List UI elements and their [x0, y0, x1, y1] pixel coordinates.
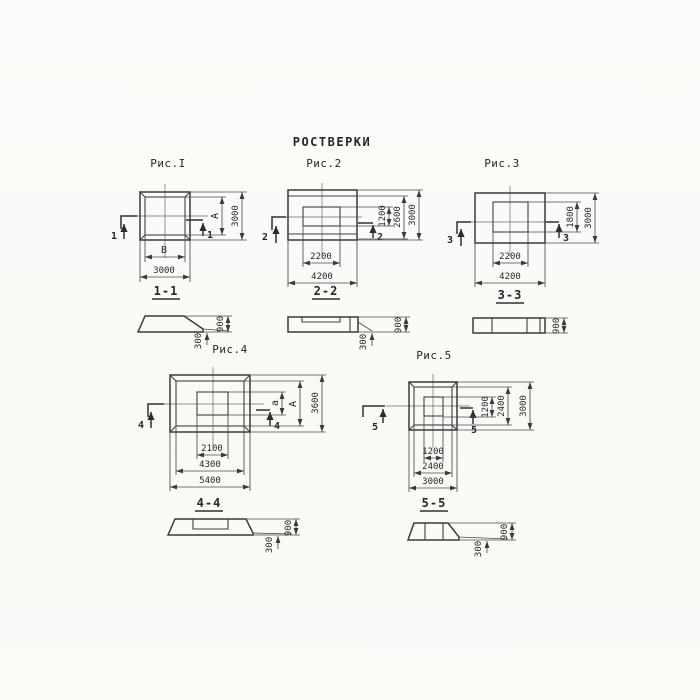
figure-4-cut-marker-right	[256, 410, 280, 432]
dim-2400: 2400	[422, 462, 444, 472]
figure-4-cut-number: 4	[137, 420, 144, 431]
figure-3-section-profile	[473, 318, 545, 333]
dim-A: А	[288, 400, 299, 408]
dim-3000: 3000	[408, 204, 418, 226]
figure-5-section-profile	[408, 523, 459, 540]
section-height: 900	[500, 523, 510, 541]
dim-4200: 4200	[499, 272, 521, 282]
figure-5-section	[408, 523, 516, 557]
figure-3-caption: Рис.3	[484, 157, 520, 170]
figure-2-inner-outline	[303, 207, 340, 226]
figure-5-cut-number: 5	[471, 425, 478, 436]
section-step: 300	[359, 333, 369, 351]
dim-2400: 2400	[497, 395, 507, 417]
figure-4-recess-outline	[197, 392, 228, 415]
figure-2	[262, 157, 423, 350]
figure-1-cut-number: 1	[110, 231, 117, 242]
figure-5-recess-outline	[424, 397, 443, 416]
figure-1-plan	[111, 184, 247, 282]
figure-5-cut-marker-left	[363, 406, 385, 433]
figure-5	[363, 349, 534, 557]
dim-B: В	[160, 245, 168, 256]
figure-5-plan	[363, 374, 534, 492]
figure-1-caption: Рис.I	[150, 157, 186, 170]
dim-a-small: а	[270, 399, 281, 407]
dim-3000: 3000	[153, 266, 175, 276]
dim-1200: 1200	[422, 447, 444, 457]
figure-3-plan	[447, 186, 599, 287]
dim-5400: 5400	[199, 476, 221, 486]
drawing-title: РОСТВЕРКИ	[292, 135, 372, 149]
figure-5-caption: Рис.5	[416, 349, 452, 362]
figure-3-section	[473, 318, 568, 334]
figure-4-section-label: 4-4	[196, 496, 222, 510]
figure-1	[111, 157, 247, 349]
figure-4-cut-number: 4	[274, 421, 281, 432]
section-step: 300	[194, 332, 204, 350]
figure-2-cut-number: 2	[261, 232, 268, 243]
figure-1-cut-number: 1	[207, 230, 214, 241]
figure-5-cut-number: 5	[371, 422, 378, 433]
figure-1-cut-marker-left	[111, 216, 137, 242]
figure-4-section-profile	[168, 519, 253, 535]
figure-3-cut-number: 3	[446, 235, 453, 246]
dim-3600: 3600	[311, 392, 321, 414]
dim-2200: 2200	[499, 252, 521, 262]
dim-A: А	[210, 212, 221, 220]
figure-4-section	[168, 519, 300, 553]
figure-3-section-label: 3-3	[497, 288, 523, 302]
figure-4-outer-outline	[170, 375, 250, 432]
figure-5-section-label: 5-5	[421, 496, 447, 510]
section-step: 300	[474, 540, 484, 558]
dim-3000: 3000	[519, 395, 529, 417]
figure-5-cut-marker-right	[460, 408, 477, 436]
figure-4-plan	[138, 367, 326, 491]
dim-3000: 3000	[584, 207, 594, 229]
dim-3000: 3000	[422, 477, 444, 487]
figure-2-section	[288, 317, 410, 350]
figure-2-cut-number: 2	[377, 232, 384, 243]
figure-1-section-label: 1-1	[153, 284, 179, 298]
dim-2100: 2100	[201, 444, 223, 454]
dim-2200: 2200	[310, 252, 332, 262]
figure-4	[138, 343, 326, 553]
section-height: 900	[284, 519, 294, 537]
dim-4200: 4200	[311, 272, 333, 282]
figure-4-cut-marker-left	[138, 404, 164, 431]
figure-2-outer-outline	[288, 190, 357, 240]
figure-2-section-label: 2-2	[313, 284, 339, 298]
dim-1200: 1200	[378, 205, 388, 227]
dim-2600: 2600	[393, 206, 403, 228]
dim-1200: 1200	[481, 396, 491, 418]
figure-1-section-profile	[138, 316, 203, 332]
figure-3	[447, 157, 599, 334]
section-height: 900	[552, 317, 562, 335]
section-step: 300	[265, 536, 275, 554]
figure-2-caption: Рис.2	[306, 157, 342, 170]
figure-4-caption: Рис.4	[212, 343, 248, 356]
section-height: 900	[216, 315, 226, 333]
figure-3-inner-outline	[493, 202, 528, 232]
figure-2-plan	[262, 183, 423, 287]
figure-3-cut-number: 3	[563, 233, 570, 244]
figure-2-bottom-dimensions	[288, 226, 357, 287]
section-height: 900	[394, 316, 404, 334]
figure-2-section-profile	[288, 317, 358, 332]
figure-4-middle-outline	[176, 381, 244, 426]
dim-3000: 3000	[231, 205, 241, 227]
dim-4300: 4300	[199, 460, 221, 470]
figure-2-cut-marker-left	[262, 217, 286, 243]
dim-1800: 1800	[566, 206, 576, 228]
figure-3-cut-marker-left	[447, 222, 471, 246]
